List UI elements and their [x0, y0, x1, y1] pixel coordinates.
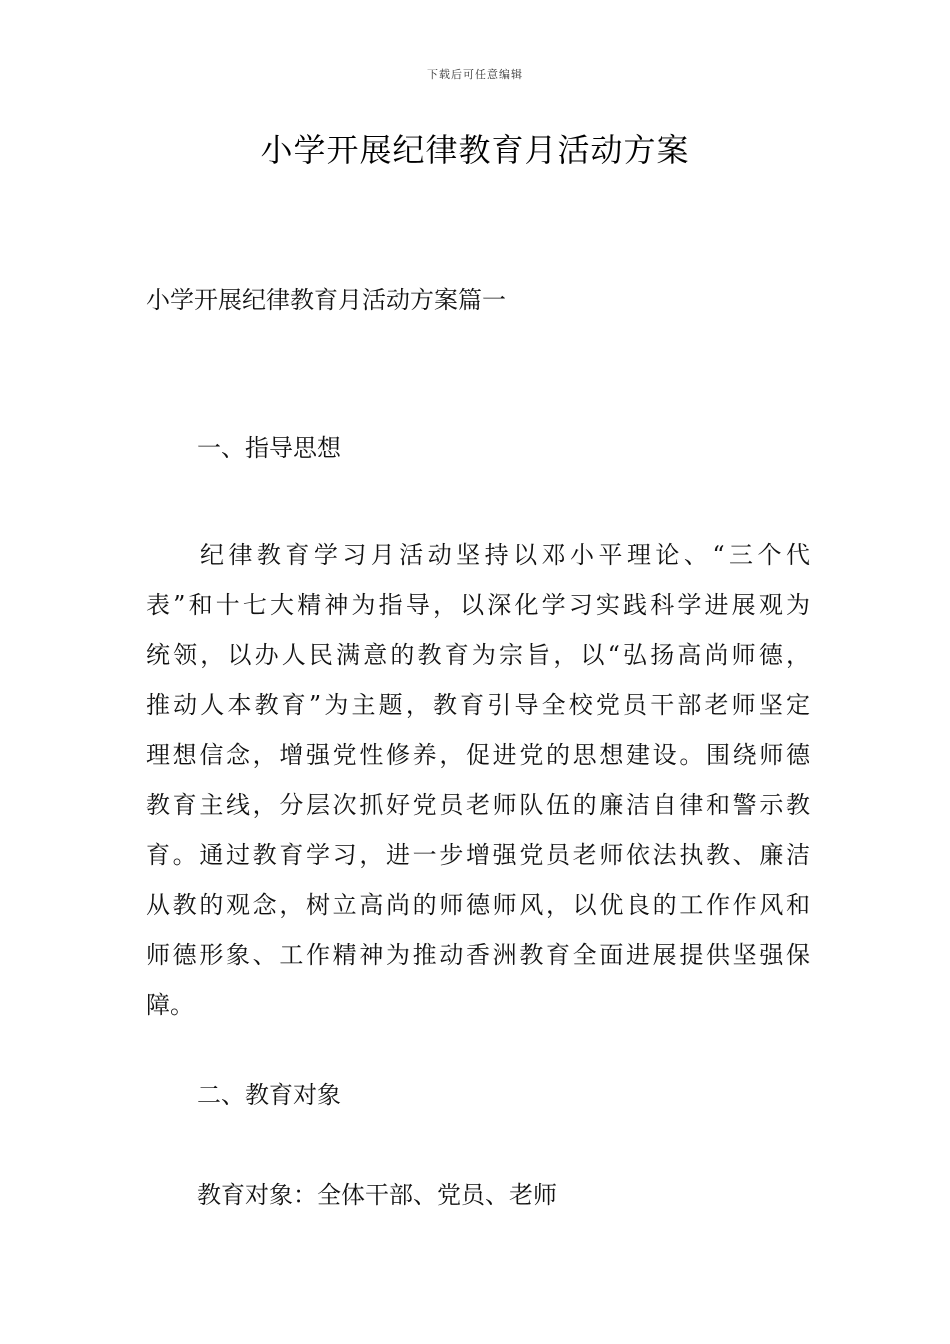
education-targets-text: 教育对象：全体干部、党员、老师	[197, 1181, 557, 1209]
paragraph-line: 障。	[146, 991, 194, 1019]
paragraph-line: 教育主线，分层次抓好党员老师队伍的廉洁自律和警示教	[146, 791, 810, 819]
document-subtitle: 小学开展纪律教育月活动方案篇一	[146, 286, 506, 314]
document-title: 小学开展纪律教育月活动方案	[260, 131, 690, 169]
paragraph-line: 统领，以办人民满意的教育为宗旨，以“弘扬高尚师德，	[146, 641, 810, 669]
paragraph-line: 纪律教育学习月活动坚持以邓小平理论、“三个代	[200, 541, 810, 569]
section-heading-guiding-ideology: 一、指导思想	[197, 434, 341, 462]
paragraph-line: 从教的观念，树立高尚的师德师风，以优良的工作作风和	[146, 891, 810, 919]
section-paragraph-guiding-ideology	[146, 530, 810, 1030]
paragraph-line: 理想信念，增强党性修养，促进党的思想建设。围绕师德	[146, 741, 810, 769]
paragraph-line: 推动人本教育”为主题，教育引导全校党员干部老师坚定	[146, 691, 810, 719]
header-note: 下载后可任意编辑	[427, 68, 523, 81]
paragraph-line: 师德形象、工作精神为推动香洲教育全面进展提供坚强保	[146, 941, 810, 969]
section-heading-education-targets: 二、教育对象	[197, 1081, 341, 1109]
paragraph-line: 育。通过教育学习，进一步增强党员老师依法执教、廉洁	[146, 841, 810, 869]
paragraph-line: 表”和十七大精神为指导，以深化学习实践科学进展观为	[146, 591, 810, 619]
